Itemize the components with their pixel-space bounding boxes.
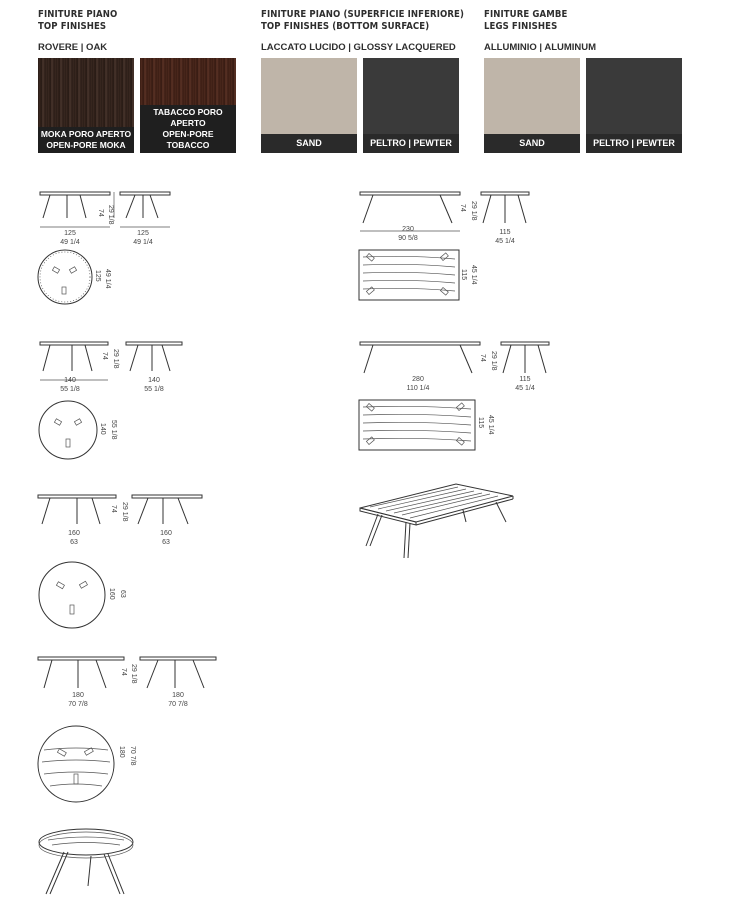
round-180-front-in: 70 7/8 (68, 701, 88, 708)
swatch-bottom-pewter-label: PELTRO | PEWTER (363, 134, 459, 153)
round-table-160-plan-view (39, 562, 105, 628)
swatch-moka (38, 58, 134, 153)
top-finishes-material: ROVERE | OAK (38, 42, 108, 53)
swatch-bottom-sand (261, 58, 357, 153)
bottom-finishes-material: LACCATO LUCIDO | GLOSSY LACQUERED (261, 42, 456, 53)
round-125-side-in: 49 1/4 (133, 239, 153, 246)
rect-230-plan-cm: 115 (460, 269, 467, 281)
swatch-moka-line2: OPEN-PORE MOKA (46, 140, 126, 150)
rect-230-height-in: 29 1/8 (470, 201, 477, 221)
rect-280-plan-cm: 115 (477, 417, 484, 429)
round-140-plan-in: 55 1/8 (110, 420, 117, 440)
round-table-125-plan-view (38, 250, 92, 304)
round-table-perspective (36, 826, 136, 902)
round-140-height-in: 29 1/8 (112, 349, 119, 369)
rect-280-side-cm: 115 (519, 376, 531, 383)
round-180-front-cm: 180 (72, 692, 84, 699)
rect-280-side-in: 45 1/4 (515, 385, 535, 392)
rect-230-plan-in: 45 1/4 (470, 265, 477, 285)
round-125-plan-in: 49 1/4 (104, 269, 111, 289)
round-table-180-front-view (38, 657, 124, 688)
legs-finishes-title-en: LEGS FINISHES (484, 21, 558, 32)
round-table-125-side-view (120, 192, 170, 227)
rect-230-side-cm: 115 (499, 229, 511, 236)
swatch-tobacco-line2: OPEN-PORE TOBACCO (162, 129, 214, 150)
rect-280-front-cm: 280 (412, 376, 424, 383)
round-table-160-front-view (38, 495, 116, 524)
round-125-plan-cm: 125 (94, 270, 101, 282)
rect-280-front-in: 110 1/4 (406, 385, 430, 392)
legs-finishes-title-it: FINITURE GAMBE (484, 9, 568, 20)
rect-280-height-in: 29 1/8 (490, 351, 497, 371)
top-finishes-title-en: TOP FINISHES (38, 21, 107, 32)
swatch-bottom-pewter (363, 58, 459, 153)
round-125-front-cm: 125 (64, 230, 76, 237)
round-160-side-in: 63 (162, 539, 170, 546)
rect-230-side-in: 45 1/4 (495, 238, 515, 245)
swatch-moka-label (38, 127, 134, 153)
round-140-side-cm: 140 (148, 377, 160, 384)
round-160-plan-cm: 160 (108, 588, 115, 600)
round-140-plan-cm: 140 (99, 423, 106, 435)
round-180-height-cm: 74 (120, 668, 127, 676)
round-160-front-cm: 160 (68, 530, 80, 537)
rect-table-perspective (358, 482, 518, 562)
round-table-140-plan-view (39, 401, 97, 459)
rect-table-280-drawing (355, 335, 555, 455)
round-180-plan-cm: 180 (118, 746, 125, 758)
rect-table-230-plan-view (359, 250, 459, 300)
swatch-moka-line1: MOKA PORO APERTO (40, 129, 132, 139)
rect-table-230-drawing (355, 185, 545, 305)
swatch-tobacco (140, 58, 236, 153)
swatch-legs-pewter-label: PELTRO | PEWTER (586, 134, 682, 153)
swatch-legs-sand-label: SAND (484, 134, 580, 153)
round-table-125-drawing (30, 185, 190, 310)
rect-230-front-in: 90 5/8 (398, 235, 418, 242)
round-125-side-cm: 125 (137, 230, 149, 237)
round-160-height-in: 29 1/8 (121, 502, 128, 522)
round-180-height-in: 29 1/8 (130, 664, 137, 684)
rect-230-height-cm: 74 (459, 204, 466, 212)
bottom-finishes-title-en: TOP FINISHES (BOTTOM SURFACE) (261, 21, 430, 32)
round-140-front-cm: 140 (64, 377, 76, 384)
round-table-160-side-view (132, 495, 202, 524)
round-160-side-cm: 160 (160, 530, 172, 537)
round-180-side-cm: 180 (172, 692, 184, 699)
rect-table-230-side-view (481, 192, 529, 223)
rect-280-plan-in: 45 1/4 (487, 415, 494, 435)
round-140-front-in: 55 1/8 (60, 386, 80, 393)
round-125-height-cm: 74 (97, 209, 104, 217)
round-180-side-in: 70 7/8 (168, 701, 188, 708)
round-160-front-in: 63 (70, 539, 78, 546)
swatch-tobacco-label (140, 105, 236, 153)
swatch-legs-sand (484, 58, 580, 153)
round-140-side-in: 55 1/8 (144, 386, 164, 393)
swatch-tobacco-line1: TABACCO PORO APERTO (153, 107, 223, 128)
rect-table-280-front-view (360, 342, 480, 373)
round-180-plan-in: 70 7/8 (129, 746, 136, 766)
top-finishes-title (38, 9, 117, 33)
swatch-legs-pewter (586, 58, 682, 153)
round-140-height-cm: 74 (101, 352, 108, 360)
round-160-height-cm: 74 (110, 505, 117, 513)
legs-finishes-material: ALLUMINIO | ALUMINUM (484, 42, 597, 53)
round-125-front-in: 49 1/4 (60, 239, 80, 246)
round-table-140-side-view (126, 342, 182, 371)
round-table-160-drawing (30, 488, 220, 633)
rect-table-280-plan-view (359, 400, 475, 450)
round-table-140-drawing (30, 335, 200, 465)
rect-230-front-cm: 230 (402, 226, 414, 233)
rect-table-280-side-view (501, 342, 549, 373)
round-125-height-in: 29 1/8 (107, 205, 114, 225)
round-table-180-drawing (30, 650, 230, 810)
round-160-plan-in: 63 (119, 590, 126, 598)
bottom-finishes-title-it: FINITURE PIANO (SUPERFICIE INFERIORE) (261, 9, 464, 20)
swatch-bottom-sand-label: SAND (261, 134, 357, 153)
round-table-180-plan-view (38, 726, 114, 802)
top-finishes-title-it: FINITURE PIANO (38, 9, 118, 20)
legs-finishes-title (484, 9, 567, 33)
round-table-180-side-view (140, 657, 216, 688)
round-table-140-front-view (40, 342, 108, 380)
bottom-finishes-title (261, 9, 464, 33)
rect-280-height-cm: 74 (479, 354, 486, 362)
